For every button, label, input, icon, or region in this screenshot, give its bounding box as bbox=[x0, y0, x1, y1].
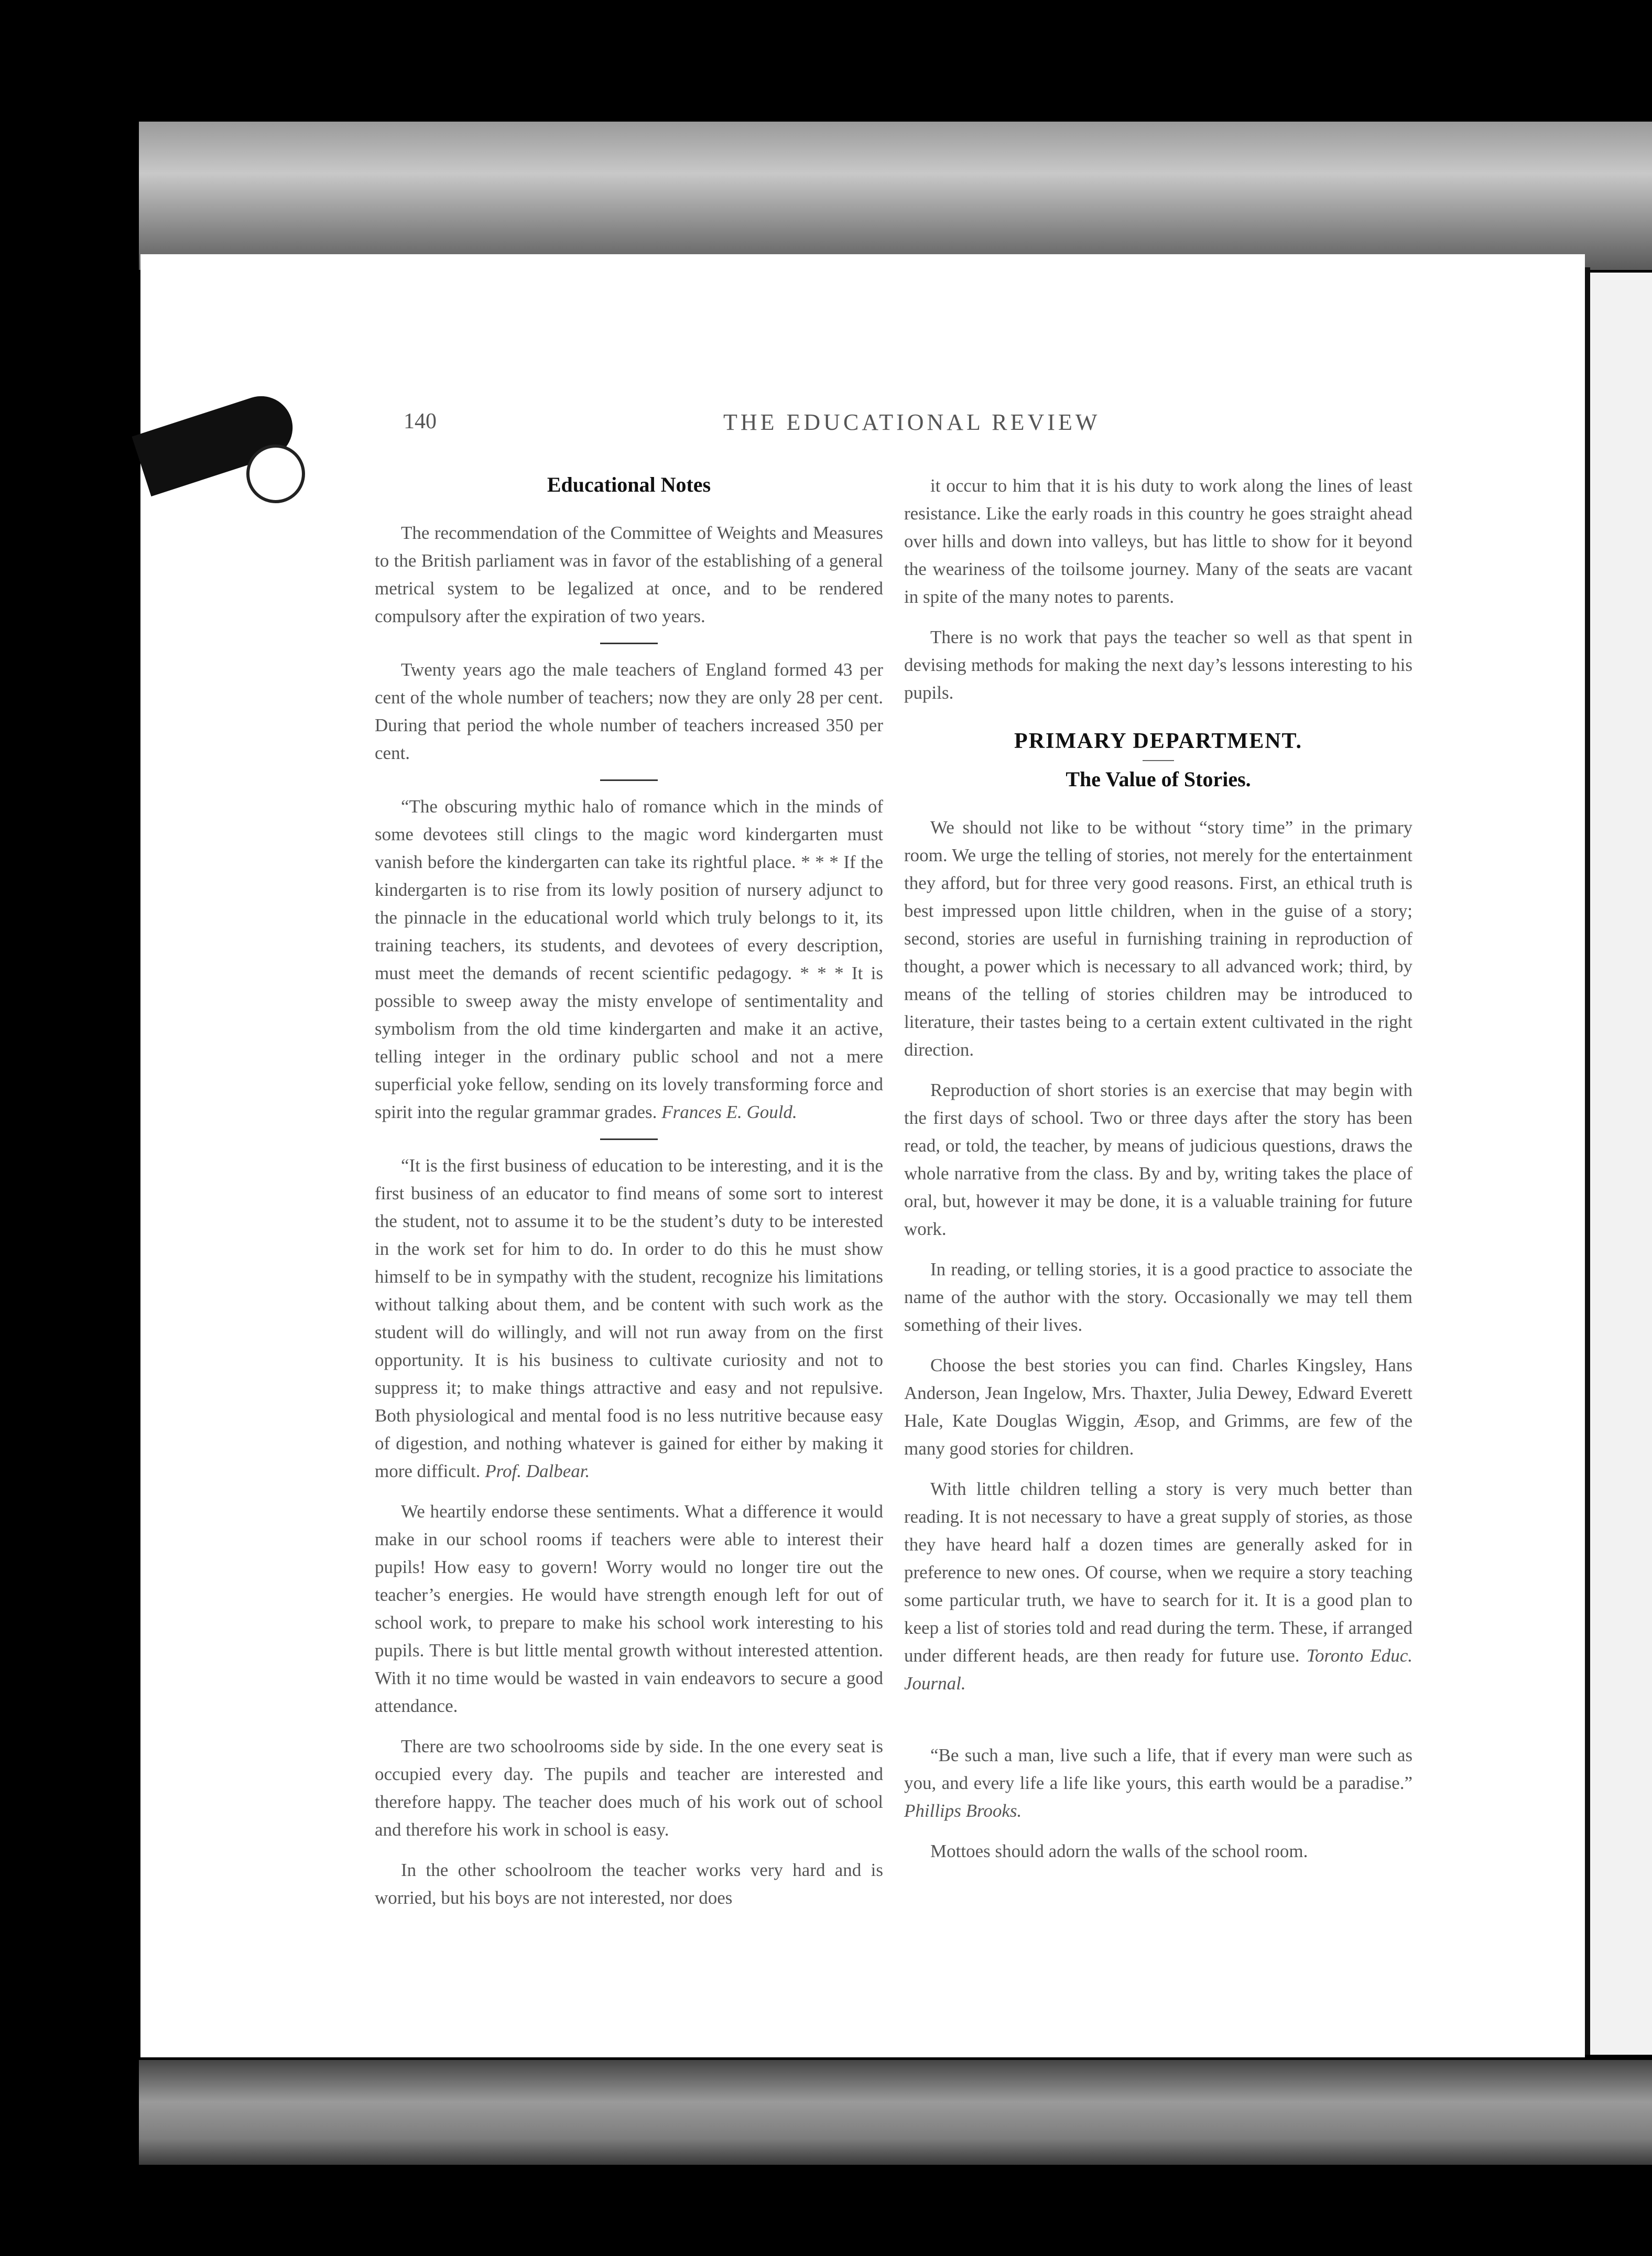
note-kindergarten bbox=[375, 793, 883, 1126]
spacer bbox=[904, 1710, 1412, 1741]
page-number: 140 bbox=[404, 409, 437, 433]
scan-background-top bbox=[139, 122, 1652, 270]
stories-paragraph-2: Reproduction of short stories is an exercise that may begin with the first days of school. Two or three days after the story has been read, or told, the teacher, by means of judicious questions, draws the whole narrative from the class. By and by, writing takes the place of oral, but, however it may be done, it is a valuable training for future work. bbox=[904, 1080, 1412, 1239]
brooks-quote-author: Phillips Brooks. bbox=[904, 1801, 1022, 1821]
stories-source: Toronto Educ. Journal. bbox=[904, 1645, 1412, 1694]
facing-page-sliver bbox=[1590, 273, 1652, 2055]
right-column bbox=[904, 472, 1412, 1878]
paragraph-two-schoolrooms: There are two schoolrooms side by side. In the one every seat is occupied every day. The pupils and teacher are interested and therefore happy. The teacher does much of his work out of school and therefore his work in school is easy. bbox=[375, 1736, 883, 1840]
brooks-quote-text: “Be such a man, live such a life, that if every man were such as you, and every life a life like yours, this earth would be a paradise.” bbox=[904, 1745, 1412, 1793]
paragraph-endorse: We heartily endorse these sentiments. What a difference it would make in our school rooms if teachers were able to interest their pupils! How easy to govern! Worry would no longer tire out the teacher’s energies. He would have strength enough left for out of school work, to prepare to make his school work interesting to his pupils. There is but little mental growth without interested attention. With it no time would be wasted in vain endeavors to secure a good attendance. bbox=[375, 1501, 883, 1716]
scan-background-bottom bbox=[139, 2060, 1652, 2165]
value-of-stories-heading: The Value of Stories. bbox=[1066, 767, 1251, 791]
note-metric-system: The recommendation of the Committee of Weights and Measures to the British parliament was in favor of the establishing of a general metrical system to be legalized at once, and to be rendered compulsory after the expiration of two years. bbox=[375, 523, 883, 626]
journal-title: THE EDUCATIONAL REVIEW bbox=[723, 409, 1101, 435]
left-column bbox=[375, 472, 883, 1924]
paragraph-work-pays: There is no work that pays the teacher so well as that spent in devising methods for making the next day’s lessons interesting to his pupils. bbox=[904, 627, 1412, 703]
interest-quote: “It is the first business of education to be interesting, and it is the first business of an educator to find means of some sort to interest the student, not to assume it to be the student’s duty to be interested in the work set for him to do. In order to do this he must show himself to be in sympathy with the student, recognize his limitations without talking about them, and be content with such work as the student will do willingly, and will not run away from on the first opportunity. It is his business to cultivate curiosity and not to suppress it; to make things attractive and easy and not repulsive. Both physiological and mental food is no less nutritive because easy of digestion, and nothing whatever is gained for either by making it more difficult. bbox=[375, 1155, 883, 1481]
paragraph-continued: it occur to him that it is his duty to work along the lines of least resistance. Like the early roads in this country he goes straight ahead over hills and down into valleys, but has little to show for it beyond the weariness of the toilsome journey. Many of the seats are vacant in spite of the many notes to parents. bbox=[904, 475, 1412, 607]
paragraph-other-schoolroom: In the other schoolroom the teacher works very hard and is worried, but his boys are not interested, nor does bbox=[375, 1860, 883, 1908]
kindergarten-author: Frances E. Gould. bbox=[661, 1102, 797, 1122]
stories-paragraph-5-text: With little children telling a story is very much better than reading. It is not necessary to have a great supply of stories, as those they have heard half a dozen times are generally asked for in preference to new ones. Of course, when we require a story teaching some particular truth, we have to search for it. It is a good plan to keep a list of stories told and read during the term. These, if arranged under different heads, are then ready for future use. bbox=[904, 1479, 1412, 1666]
motto-line: Mottoes should adorn the walls of the school room. bbox=[930, 1841, 1308, 1861]
stories-paragraph-3: In reading, or telling stories, it is a good practice to associate the name of the author with the story. Occasionally we may tell them something of their lives. bbox=[904, 1259, 1412, 1335]
stories-paragraph-4: Choose the best stories you can find. Charles Kingsley, Hans Anderson, Jean Ingelow, Mrs. Thaxter, Julia Dewey, Edward Everett Hale, Kate Douglas Wiggin, Æsop, and Grimms, are few of the many good stories for children. bbox=[904, 1355, 1412, 1459]
note-interest bbox=[375, 1152, 883, 1485]
stories-paragraph-1: We should not like to be without “story time” in the primary room. We urge the telling of stories, not merely for the entertainment they afford, but for three very good reasons. First, an ethical truth is best impressed upon little children, when in the guise of a story; second, stories are useful in furnishing training in reproduction of thought, a power which is necessary to all advanced work; third, by means of the telling of stories children may be introduced to literature, their tastes being to a certain extent cultivated in the right direction. bbox=[904, 817, 1412, 1060]
divider-rule bbox=[600, 643, 658, 644]
stories-paragraph-5 bbox=[904, 1475, 1412, 1697]
binder-clip-tip bbox=[246, 444, 305, 503]
divider-rule bbox=[1143, 760, 1174, 761]
educational-notes-heading: Educational Notes bbox=[547, 473, 711, 496]
kindergarten-quote: “The obscuring mythic halo of romance which in the minds of some devotees still clings to the magic word kindergarten must vanish before the kindergarten can take its rightful place. * * * If the kindergarten is to rise from its lowly position of nursery adjunct to the pinnacle in the educational world which truly belongs to it, its training teachers, its students, and devotees of every description, must meet the demands of recent scientific pedagogy. * * * It is possible to sweep away the misty envelope of sentimentality and symbolism from the old time kindergarten and make it an active, telling integer in the ordinary public school and not a mere superficial yoke fellow, sending on its lovely transforming force and spirit into the regular grammar grades. bbox=[375, 796, 883, 1122]
note-male-teachers: Twenty years ago the male teachers of England formed 43 per cent of the whole number of teachers; now they are only 28 per cent. During that period the whole number of teachers increased 350 per cent. bbox=[375, 659, 883, 763]
divider-rule bbox=[600, 779, 658, 781]
primary-department-heading: PRIMARY DEPARTMENT. bbox=[1014, 729, 1302, 753]
brooks-quote bbox=[904, 1741, 1412, 1825]
divider-rule bbox=[600, 1138, 658, 1140]
page-gutter-edge bbox=[1585, 267, 1590, 2055]
interest-author: Prof. Dalbear. bbox=[485, 1461, 590, 1481]
